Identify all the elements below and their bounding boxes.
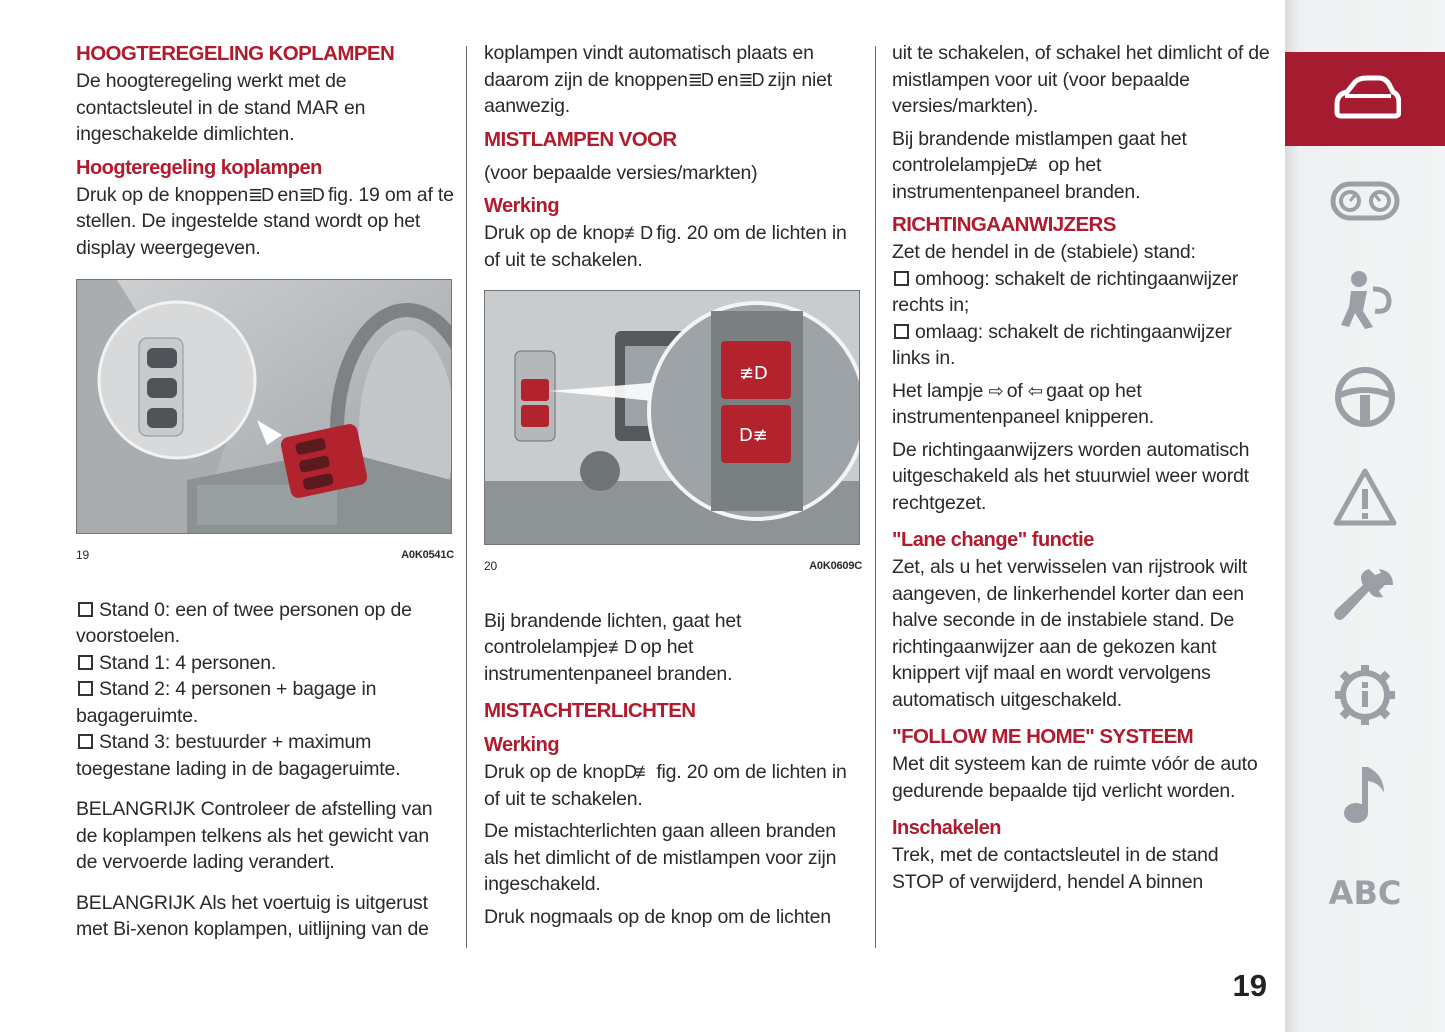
- paragraph-versies: (voor bepaalde versies/markten): [484, 161, 758, 184]
- headlight-up-icon: ≣D: [738, 69, 763, 90]
- section-heading-hoogteregeling: HOOGTEREGELING KOPLAMPEN: [76, 42, 395, 65]
- checkbox-bullet-icon: [78, 655, 93, 670]
- figure-20-caption: [484, 553, 862, 580]
- list-item: omlaag: schakelt de richtingaanwijzer links in.: [892, 320, 1232, 369]
- column-divider: [466, 46, 467, 948]
- page-number: 19: [1232, 968, 1267, 1003]
- paragraph-brandend: Bij brandende lichten, gaat het controlelampje≢D op het instrumentenpaneel branden.: [484, 609, 742, 685]
- headlight-down-icon: ≣D: [248, 184, 273, 205]
- section-heading-mistlampen-voor: MISTLAMPEN VOOR: [484, 127, 677, 151]
- paragraph-belangrijk-1: BELANGRIJK Controleer de afstelling van de koplampen telkens als het gewicht van de vervoerde lading verandert.: [76, 798, 433, 873]
- paragraph-automatisch: De richtingaanwijzers worden automatisch uitgeschakeld als het stuurwiel weer wordt rechtgezet.: [892, 438, 1250, 514]
- tab-driving[interactable]: [1285, 350, 1445, 444]
- figure-number: 20: [484, 559, 497, 573]
- paragraph-mist-controlelampje: Bij brandende mistlampen gaat het controlelampjeD≢ op het instrumentenpaneel branden.: [892, 127, 1187, 203]
- airbag-icon: [1333, 267, 1397, 331]
- tab-safety[interactable]: [1285, 252, 1445, 346]
- wrench-icon: [1333, 565, 1397, 629]
- subheading-hoogteregeling: Hoogteregeling koplampen: [76, 156, 322, 179]
- figure-20-image: [484, 290, 860, 545]
- svg-text:≢D: ≢D: [739, 363, 768, 384]
- headlight-down-icon: ≣D: [687, 69, 712, 90]
- list-item: Stand 2: 4 personen + bagage in bagageruimte.: [76, 678, 377, 727]
- paragraph-inschakelen: Trek, met de contactsleutel in de stand STOP of verwijderd, hendel A binnen: [892, 844, 1219, 893]
- car-icon: [1329, 74, 1401, 124]
- front-fog-light-icon: ≢D: [608, 637, 636, 657]
- list-item: Stand 3: bestuurder + maximum toegestane lading in de bagageruimte.: [76, 731, 401, 780]
- figure-code: A0K0609C: [809, 560, 862, 572]
- subheading-werking: Werking: [484, 195, 560, 217]
- paragraph-belangrijk-2: BELANGRIJK Als het voertuig is uitgerust met Bi-xenon koplampen, uitlijning van de: [76, 891, 429, 940]
- figure-19-caption: [76, 542, 454, 569]
- paragraph-werking-1: Druk op de knop≢D fig. 20 om de lichten in of uit te schakelen.: [484, 222, 847, 271]
- section-heading-follow-me-home: "FOLLOW ME HOME" SYSTEEM: [892, 725, 1194, 748]
- paragraph-adjust: Druk op de knoppen≣D en≣D fig. 19 om af te stellen. De ingestelde stand wordt op het display weergegeven.: [76, 183, 454, 259]
- arrow-left-icon: ⇦: [1027, 380, 1041, 401]
- paragraph-continued: koplampen vindt automatisch plaats en daarom zijn de knoppen≣D en≣D zijn niet aanwezig.: [484, 42, 832, 117]
- paragraph-nogmaals: Druk nogmaals op de knop om de lichten: [484, 905, 831, 928]
- column-1: [76, 40, 454, 943]
- list-item: Stand 1: 4 personen.: [76, 650, 454, 677]
- list-item: omhoog: schakelt de richtingaanwijzer rechts in;: [892, 267, 1239, 316]
- column-2: [484, 40, 862, 930]
- paragraph-werking-2: Druk op de knopD≢ fig. 20 om de lichten in of uit te schakelen.: [484, 761, 847, 810]
- column-3: [892, 40, 1270, 895]
- gear-info-icon: [1333, 663, 1397, 727]
- tab-dashboard[interactable]: [1285, 154, 1445, 248]
- subheading-lane-change: "Lane change" functie: [892, 529, 1094, 551]
- arrow-right-icon: ⇨: [988, 380, 1002, 401]
- figure-code: A0K0541C: [401, 549, 454, 561]
- tab-car[interactable]: [1285, 52, 1445, 146]
- tab-multimedia[interactable]: [1285, 748, 1445, 842]
- svg-text:D≢: D≢: [739, 425, 768, 446]
- checkbox-bullet-icon: [894, 324, 909, 339]
- tab-maintenance[interactable]: [1285, 648, 1445, 742]
- rear-fog-light-icon: D≢: [1016, 155, 1044, 175]
- column-divider: [875, 46, 876, 948]
- rear-fog-light-icon: D≢: [624, 762, 652, 782]
- paragraph-lampje: Het lampje ⇨ of ⇦ gaat op het instrumentenpaneel knipperen.: [892, 379, 1154, 428]
- paragraph-follow-me-home: Met dit systeem kan de ruimte vóór de auto gedurende bepaalde tijd verlicht worden.: [892, 753, 1258, 802]
- tab-emergency[interactable]: [1285, 550, 1445, 644]
- chapter-sidebar: [1285, 0, 1445, 1032]
- subheading-inschakelen: Inschakelen: [892, 817, 1002, 839]
- figure-19-image: [76, 279, 452, 534]
- front-fog-light-icon: ≢D: [624, 223, 652, 243]
- paragraph-alleen: De mistachterlichten gaan alleen branden als het dimlicht of de mistlampen voor zijn ingeschakeld.: [484, 820, 837, 895]
- steering-wheel-icon: [1333, 365, 1397, 429]
- checkbox-bullet-icon: [78, 681, 93, 696]
- figure-number: 19: [76, 548, 89, 562]
- paragraph-intro: De hoogteregeling werkt met de contactsleutel in de stand MAR en ingeschakelde dimlichten.: [76, 70, 366, 145]
- tab-warnings[interactable]: [1285, 450, 1445, 544]
- subheading-werking: Werking: [484, 734, 560, 756]
- section-heading-richtingaanwijzers: RICHTINGAANWIJZERS: [892, 213, 1116, 236]
- paragraph-lane-change: Zet, als u het verwisselen van rijstrook wilt aangeven, de linkerhendel korter dan een halve seconde in de instabiele stand. De richtingaanwijzer aan de gekozen kant knippert vijf maal en wordt vervolgens automatisch uitgeschakeld.: [892, 556, 1248, 711]
- paragraph-hendel: Zet de hendel in de (stabiele) stand:: [892, 241, 1196, 263]
- list-item: Stand 0: een of twee personen op de voorstoelen.: [76, 598, 412, 647]
- checkbox-bullet-icon: [78, 602, 93, 617]
- tab-index[interactable]: [1285, 846, 1445, 940]
- headlight-up-icon: ≣D: [298, 184, 323, 205]
- warning-triangle-icon: [1332, 467, 1398, 527]
- dashboard-icon: [1330, 178, 1400, 224]
- paragraph-uit: uit te schakelen, of schakel het dimlicht of de mistlampen voor uit (voor bepaalde versies/markten).: [892, 42, 1270, 117]
- abc-index-label: ABC: [1328, 874, 1402, 912]
- checkbox-bullet-icon: [78, 734, 93, 749]
- section-heading-mistachterlichten: MISTACHTERLICHTEN: [484, 699, 696, 722]
- music-note-icon: [1340, 763, 1390, 827]
- checkbox-bullet-icon: [894, 271, 909, 286]
